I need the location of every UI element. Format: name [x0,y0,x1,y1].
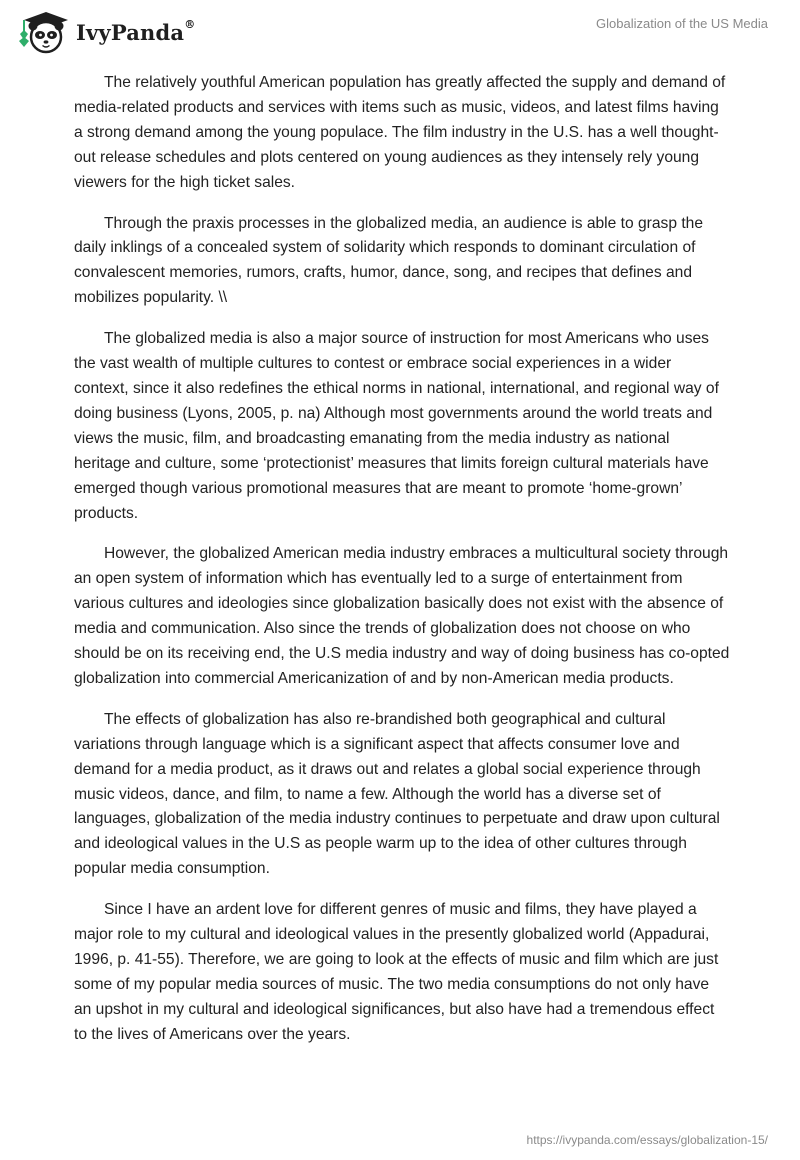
paragraph: Since I have an ardent love for different genres of music and films, they have played a major role to my cultural and ideological values in the presently globalized world (Appadurai, 1996, p. 41-55). Therefore, we are going to look at the effects of music and film which are just some of my popular media sources of music. The two media consumptions do not only have an upshot in my cultural and ideological significances, but also have had a tremendous effect to the lives of Americans over the years. [74,901,719,1043]
page-header [0,0,800,60]
ivypanda-logo[interactable] [16,8,195,56]
registered-mark: ® [184,17,196,31]
paragraph: The globalized media is also a major source of instruction for most Americans who uses the vast wealth of multiple cultures to contest or embrace social experiences in a wider context, since it also redefines the ethical norms in national, international, and regional way of doing business (Lyons, 2005, p. na) Although most governments around the world treats and views the music, film, and broadcasting emanating from the media industry as national heritage and culture, some ‘protectionist’ measures that limits foreign cultural materials have emerged though various promotional measures that are meant to promote ‘home-grown’ products. [74,330,719,522]
source-url[interactable]: https://ivypanda.com/essays/globalization-15/ [526,1133,768,1147]
paragraph: Through the praxis processes in the globalized media, an audience is able to grasp the daily inklings of a concealed system of solidarity which responds to dominant circulation of convalescent memories, rumors, crafts, humor, dance, song, and recipes that defines and mobilizes popularity. \\ [74,214,703,307]
brand-name: IvyPanda® [76,17,196,45]
document-title: Globalization of the US Media [596,16,768,31]
paragraph: The relatively youthful American population has greatly affected the supply and demand of media-related products and services with items such as music, videos, and latest films having a strong demand among the young populace. The film industry in the U.S. has a well thought-out release schedules and plots centered on young audiences as they intensely rely young viewers for the high ticket sales. [74,74,726,191]
paragraph: The effects of globalization has also re-brandished both geographical and cultural variations through language which is a significant aspect that affects consumer love and demand for a media product, as it draws out and relates a global social experience through music videos, dance, and film, to name a few. Although the world has a diverse set of languages, globalization of the media industry continues to perpetuate and draw upon cultural and ideological values in the U.S as people warm up to the idea of other cultures through popular media consumption. [74,710,720,878]
essay-body [74,71,730,1064]
panda-graduate-icon [16,8,72,56]
paragraph: However, the globalized American media industry embraces a multicultural society through an open system of information which has eventually led to a surge of entertainment from various cultures and ideologies since globalization basically does not exist with the absence of media and communication. Also since the trends of globalization does not choose on who should be on its receiving end, the U.S media industry and way of doing business has co-opted globalization into commercial Americanization of and by non-American media products. [74,545,730,687]
